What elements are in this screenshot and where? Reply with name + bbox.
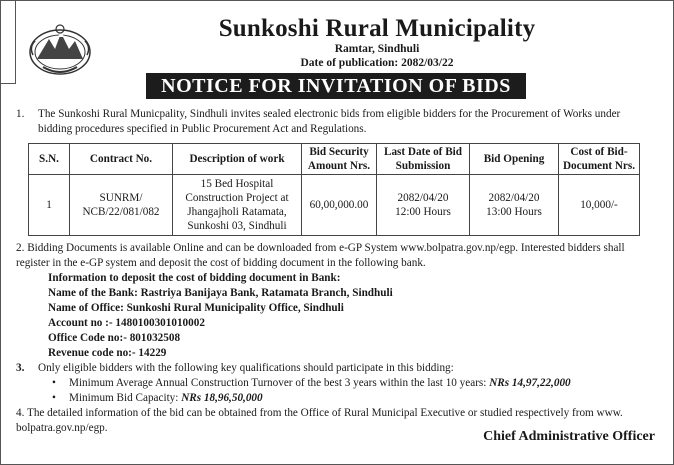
turnover-value: NRs 14,97,22,000 — [489, 377, 571, 389]
bid-table — [28, 143, 640, 236]
page-title: Sunkoshi Rural Municipality — [218, 15, 536, 42]
table-row — [29, 175, 640, 236]
paragraph-2: 2. Bidding Documents is available Online and can be downloaded from e-GP System www.bolpatra.gov.np/egp. Interested bidders shall register in the e-GP system and deposit the cost of bidding document in the following bank. — [16, 242, 625, 269]
location: Ramtar, Sindhuli — [334, 43, 420, 55]
qualification-list — [16, 376, 657, 406]
col-last-date: Last Date of Bid Submission — [377, 144, 470, 175]
col-description: Description of work — [173, 144, 302, 175]
notice-body — [16, 107, 657, 436]
cell-description: 15 Bed Hospital Construction Project at Jhangajholi Ratamata, Sunkoshi 03, Sindhuli — [173, 175, 302, 236]
cell-cost: 10,000/- — [559, 175, 640, 236]
col-sn: S.N. — [29, 144, 70, 175]
cell-opening — [470, 175, 559, 236]
cell-last-date — [377, 175, 470, 236]
bid-capacity-value: NRs 18,96,50,000 — [181, 392, 263, 404]
paragraph-3-text: Only eligible bidders with the following key qualifications should participate in this bidding: — [38, 362, 454, 374]
last-time-value: 12:00 Hours — [395, 206, 451, 218]
last-date-value: 2082/04/20 — [397, 192, 449, 204]
paragraph-3-number: 3. — [16, 362, 25, 374]
paragraph-3 — [16, 361, 657, 376]
cell-security: 60,00,000.00 — [302, 175, 377, 236]
opening-time-value: 13:00 Hours — [486, 206, 542, 218]
publication-date: Date of publication: 2082/03/22 — [300, 57, 454, 69]
corner-frame — [1, 1, 16, 84]
turnover-label: Minimum Average Annual Construction Turnover of the best 3 years within the last 10 years: — [69, 377, 490, 389]
list-item — [69, 391, 657, 406]
col-contract: Contract No. — [70, 144, 173, 175]
bank-name: Name of the Bank: Rastriya Banijaya Bank, Ratamata Branch, Sindhuli — [48, 287, 393, 299]
header — [101, 15, 653, 70]
paragraph-4: 4. The detailed information of the bid can be obtained from the Office of Rural Municipal Executive or studied respectively from www. bolpatra.gov.np/egp. — [16, 407, 623, 434]
opening-date-value: 2082/04/20 — [488, 192, 540, 204]
cell-sn: 1 — [29, 175, 70, 236]
municipality-emblem-icon — [23, 19, 97, 81]
col-opening: Bid Opening — [470, 144, 559, 175]
paragraph-1-text: The Sunkoshi Rural Municpality, Sindhuli invites sealed electronic bids from eligible bidders for the Procurement of Works under bidding procedures specified in Public Procurement Act and Regulations. — [38, 108, 621, 135]
notice-banner: NOTICE FOR INVITATION OF BIDS — [146, 73, 526, 99]
bid-capacity-label: Minimum Bid Capacity: — [69, 392, 182, 404]
col-cost: Cost of Bid-Document Nrs. — [559, 144, 640, 175]
office-code: Office Code no:- 801032508 — [48, 332, 181, 344]
office-name: Name of Office: Sunkoshi Rural Municipality Office, Sindhuli — [48, 302, 344, 314]
revenue-code: Revenue code no:- 14229 — [48, 347, 167, 359]
list-item — [69, 376, 657, 391]
col-security: Bid Security Amount Nrs. — [302, 144, 377, 175]
table-header-row — [29, 144, 640, 175]
bank-heading: Information to deposit the cost of bidding document in Bank: — [48, 272, 341, 284]
paragraph-1 — [16, 107, 657, 137]
signature: Chief Administrative Officer — [483, 429, 655, 444]
paragraph-1-number: 1. — [16, 108, 25, 120]
account-number: Account no :- 1480100301010002 — [48, 317, 205, 329]
cell-contract: SUNRM/ NCB/22/081/082 — [70, 175, 173, 236]
